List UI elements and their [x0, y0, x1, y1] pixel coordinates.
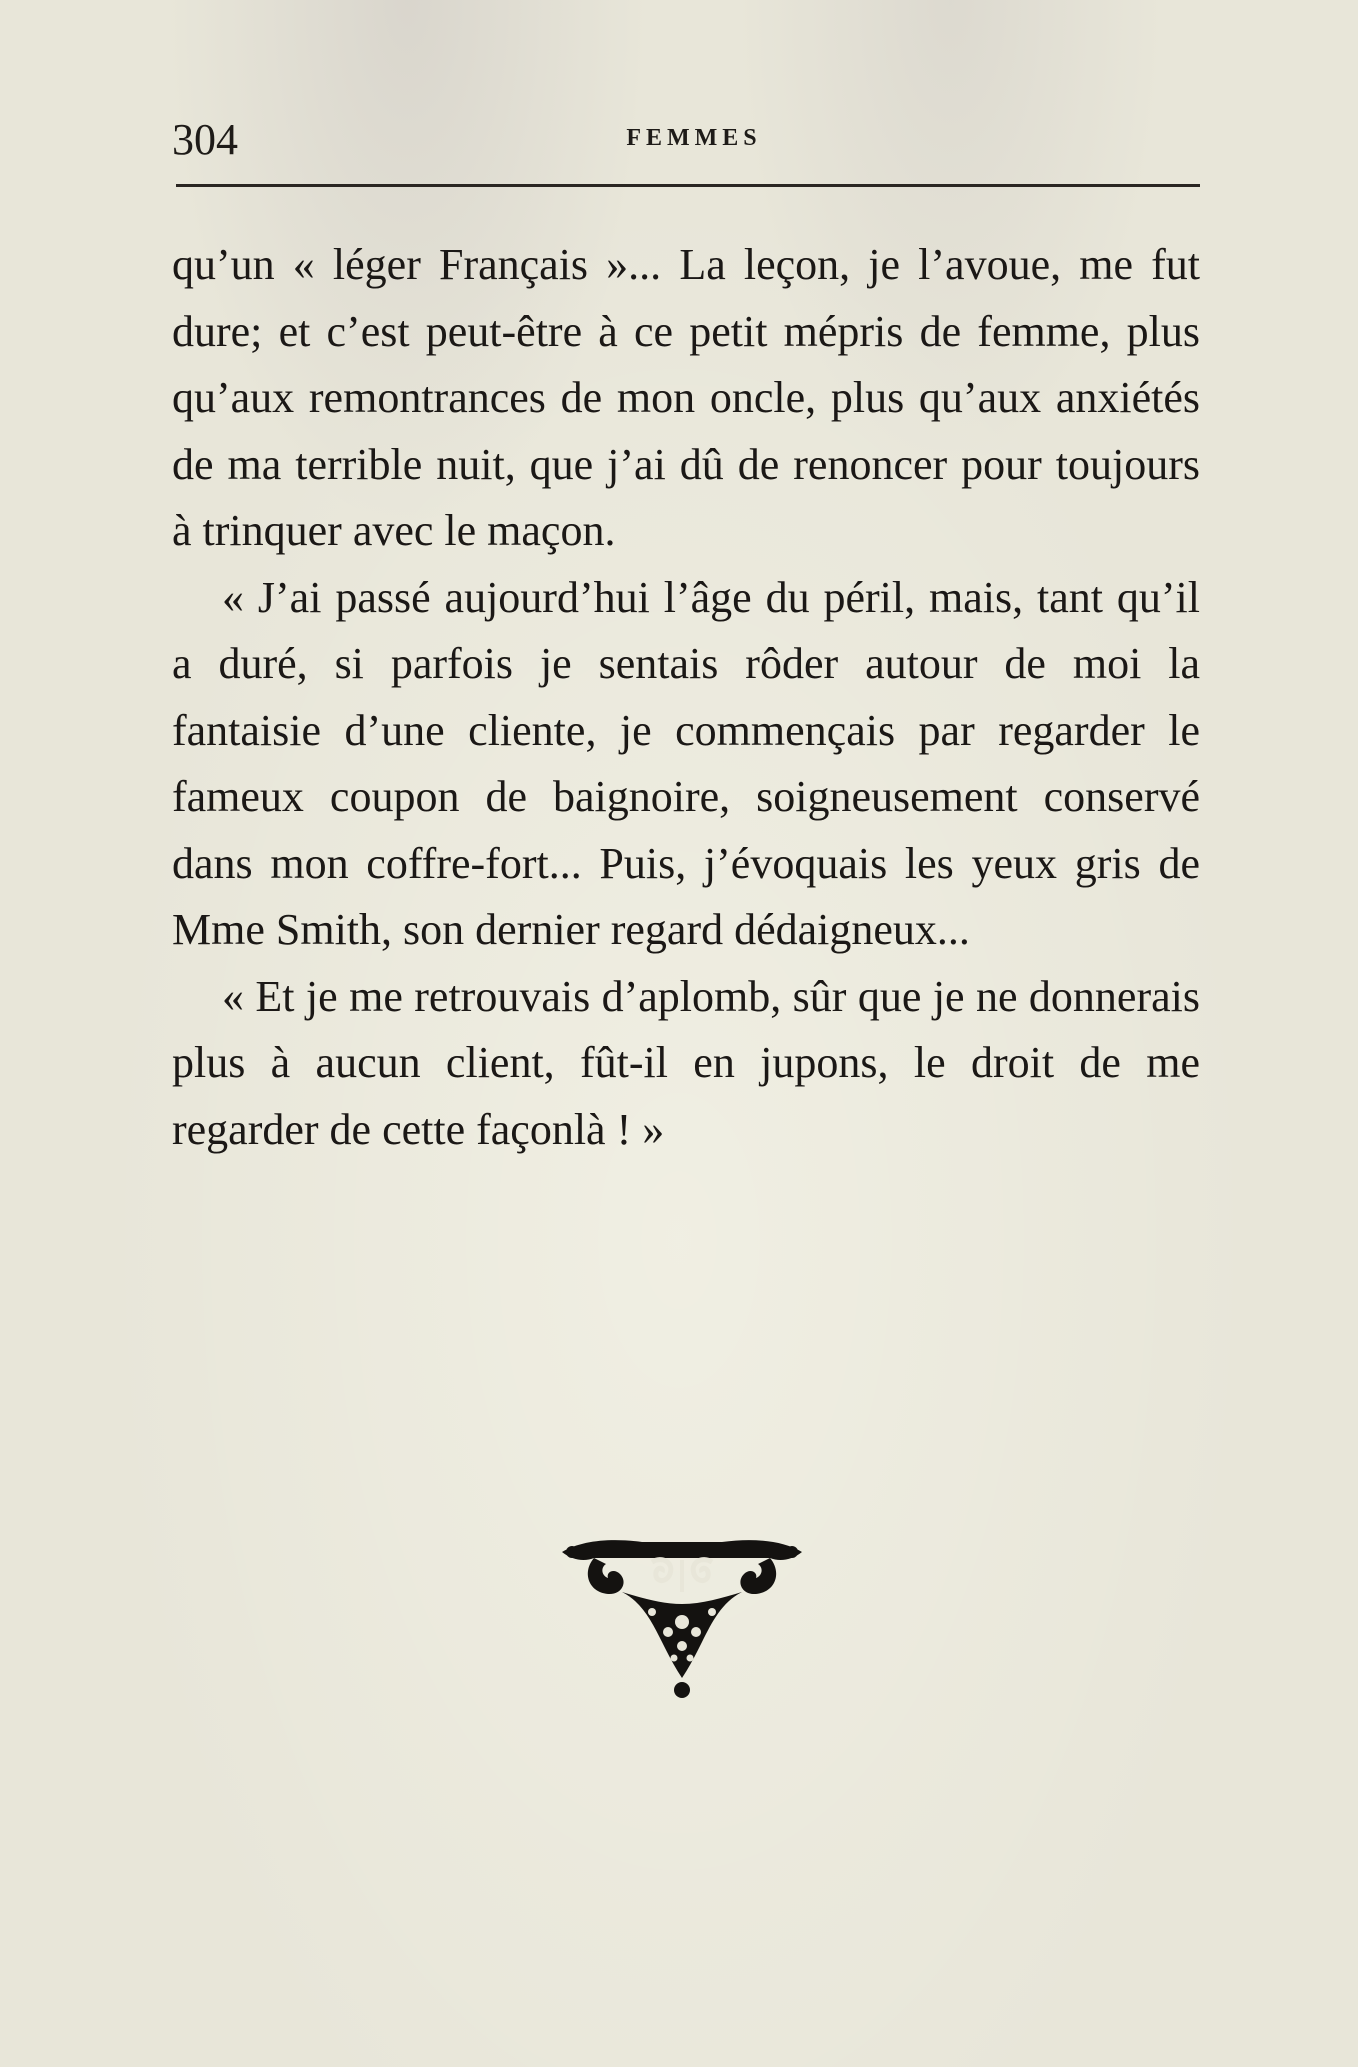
running-head [172, 112, 1196, 172]
paragraph-1: qu’un « léger Français »... La leçon, je l’avoue, me fut dure; et c’est peut-être à ce petit mépris de femme, plus qu’aux remontrances de mon oncle, plus qu’aux anxiétés de ma terrible nuit, que j’ai dû de renoncer pour toujours à trinquer avec le maçon. [172, 240, 1200, 555]
paragraph-3: « Et je me retrouvais d’aplomb, sûr que je ne donnerais plus à aucun client, fût-il en jupons, le droit de me regarder de cette façonlà ! » [172, 971, 1200, 1154]
page-number: 304 [172, 115, 238, 164]
tailpiece-ornament-icon [552, 1532, 812, 1702]
paragraph-2: « J’ai passé aujourd’hui l’âge du péril, mais, tant qu’il a duré, si parfois je sentais rôder autour de moi la fantaisie d’une cliente, je commençais par regarder le fameux coupon de baignoire, soigneusement conservé dans mon coffre-fort... Puis, j’évoquais les yeux gris de Mme Smith, son dernier regard dédaigneux... [172, 572, 1200, 954]
running-title: FEMMES [626, 125, 762, 151]
body-text [172, 232, 1200, 1163]
header-rule [176, 184, 1200, 187]
